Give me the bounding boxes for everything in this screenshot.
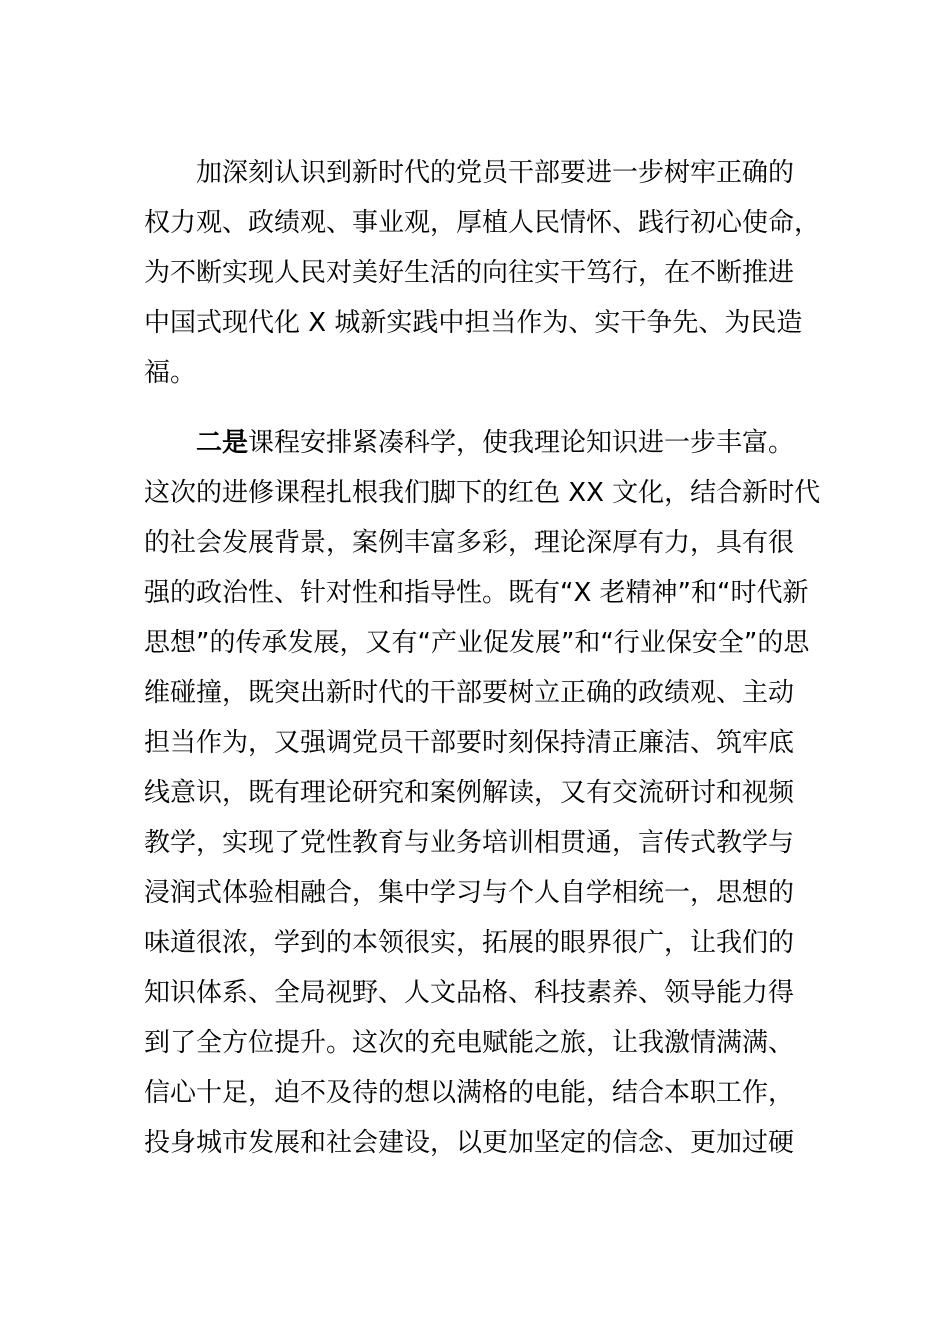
paragraph-line: 信心十足，迫不及待的想以满格的电能，结合本职工作， [144, 1078, 795, 1108]
paragraph-1 [144, 148, 821, 398]
paragraph-line: 强的政治性、针对性和指导性。既有“X 老精神”和“时代新 [144, 578, 809, 608]
paragraph-line: 加深刻认识到新时代的党员干部要进一步树牢正确的 [196, 158, 795, 188]
paragraph-line: 到了全方位提升。这次的充电赋能之旅，让我激情满满、 [144, 1028, 795, 1058]
paragraph-line: 思想”的传承发展，又有“产业促发展”和“行业保安全”的思 [144, 628, 810, 658]
paragraph-lead-text: 课程安排紧凑科学，使我理论知识进一步丰富。 [248, 428, 795, 458]
paragraph-line: 担当作为，又强调党员干部要时刻保持清正廉洁、筑牢底 [144, 728, 795, 758]
paragraph-2 [144, 418, 821, 1168]
paragraph-line: 线意识，既有理论研究和案例解读，又有交流研讨和视频 [144, 778, 795, 808]
paragraph-lead-line [144, 418, 816, 468]
paragraph-line: 投身城市发展和社会建设，以更加坚定的信念、更加过硬 [144, 1128, 795, 1158]
paragraph-line: 权力观、政绩观、事业观，厚植人民情怀、践行初心使命， [144, 208, 821, 238]
paragraph-line: 福。 [144, 358, 197, 388]
paragraph-line: 知识体系、全局视野、人文品格、科技素养、领导能力得 [144, 978, 795, 1008]
paragraph-line: 中国式现代化 X 城新实践中担当作为、实干争先、为民造 [144, 308, 803, 338]
paragraph-line: 这次的进修课程扎根我们脚下的红色 XX 文化，结合新时代 [144, 478, 821, 508]
paragraph-line: 浸润式体验相融合，集中学习与个人自学相统一，思想的 [144, 878, 795, 908]
paragraph-line: 教学，实现了党性教育与业务培训相贯通，言传式教学与 [144, 828, 795, 858]
paragraph-line: 为不断实现人民对美好生活的向往实干笃行，在不断推进 [144, 258, 795, 288]
paragraph-line: 味道很浓，学到的本领很实，拓展的眼界很广，让我们的 [144, 928, 795, 958]
paragraph-lead-bold: 二是 [196, 428, 249, 458]
paragraph-line: 的社会发展背景，案例丰富多彩，理论深厚有力，具有很 [144, 528, 795, 558]
paragraph-line: 维碰撞，既突出新时代的干部要树立正确的政绩观、主动 [144, 678, 795, 708]
